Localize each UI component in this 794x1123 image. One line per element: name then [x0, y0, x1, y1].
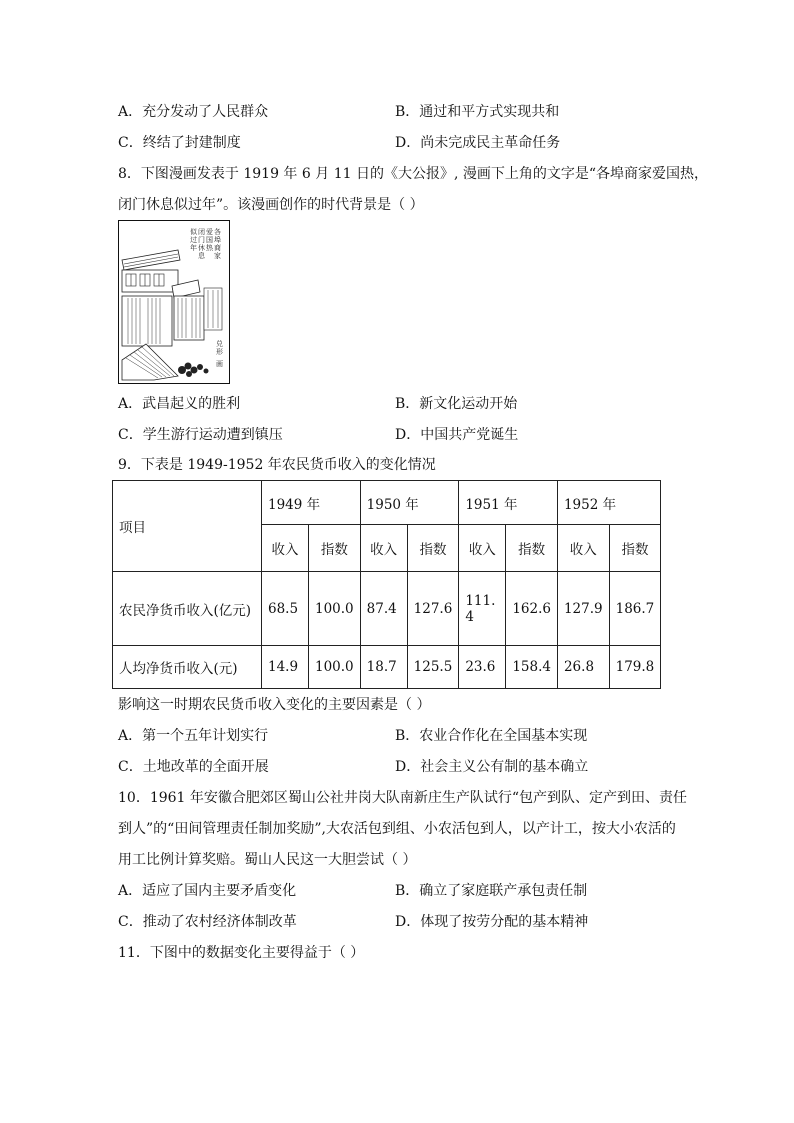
q7-option-d — [395, 133, 560, 153]
table-row — [113, 646, 661, 689]
option-letter: B． — [395, 728, 420, 744]
option-text: 土地改革的全面开展 — [142, 759, 269, 775]
table-cell: 158.4 — [506, 646, 558, 689]
option-text: 社会主义公有制的基本确立 — [420, 759, 589, 775]
svg-text:画: 画 — [216, 360, 223, 368]
q8-stem-line-1: 8．下图漫画发表于 1919 年 6 月 11 日的《大公报》, 漫画下上角的文字是“各埠商家爱国热， — [118, 166, 709, 182]
q9-question: 影响这一时期农民货币收入变化的主要因素是（ ） — [118, 697, 431, 713]
q7-option-b — [395, 102, 559, 122]
option-letter: C． — [118, 135, 143, 151]
option-text: 适应了国内主要矛盾变化 — [142, 883, 297, 899]
option-text: 体现了按劳分配的基本精神 — [420, 914, 589, 930]
political-cartoon-image — [118, 220, 230, 384]
option-text: 充分发动了人民群众 — [142, 104, 269, 120]
option-text: 第一个五年计划实行 — [142, 728, 269, 744]
q8-option-b — [395, 394, 517, 414]
option-text: 推动了农村经济体制改革 — [142, 914, 297, 930]
svg-text:息: 息 — [198, 252, 205, 260]
table-cell: 14.9 — [262, 646, 309, 689]
svg-text:过: 过 — [190, 236, 197, 244]
svg-text:年: 年 — [190, 244, 197, 252]
row-label: 农民净货币收入(亿元) — [113, 572, 262, 646]
svg-text:商: 商 — [214, 244, 221, 252]
svg-text:休: 休 — [198, 244, 205, 252]
sub-header-index: 指数 — [407, 525, 459, 572]
sub-header-income: 收入 — [360, 525, 407, 572]
q7-option-a — [118, 102, 268, 122]
table-header-row — [113, 481, 661, 525]
q9-stem: 9．下表是 1949-1952 年农民货币收入的变化情况 — [118, 457, 436, 473]
svg-text:兑: 兑 — [216, 340, 223, 348]
option-letter: C． — [118, 427, 143, 443]
option-text: 确立了家庭联产承包责任制 — [419, 883, 588, 899]
option-letter: D． — [395, 135, 421, 151]
table-cell: 18.7 — [360, 646, 407, 689]
option-letter: C． — [118, 759, 143, 775]
q10-stem-line-3: 用工比例计算奖赔。蜀山人民这一大胆尝试（ ） — [118, 852, 417, 868]
q10-option-c — [118, 912, 297, 932]
table-cell: 127.6 — [407, 572, 459, 646]
table-cell: 26.8 — [557, 646, 609, 689]
table-cell: 100.0 — [309, 646, 361, 689]
q10-option-a — [118, 881, 296, 901]
option-letter: A． — [118, 104, 143, 120]
svg-text:似: 似 — [190, 228, 197, 236]
table-cell: 111.4 — [459, 572, 506, 646]
table-cell: 179.8 — [609, 646, 661, 689]
option-text: 通过和平方式实现共和 — [419, 104, 560, 120]
table-cell: 127.9 — [557, 572, 609, 646]
sub-header-income: 收入 — [459, 525, 506, 572]
year-header-1951: 1951 年 — [459, 481, 558, 525]
table-cell: 162.6 — [506, 572, 558, 646]
svg-text:国: 国 — [206, 236, 213, 244]
svg-text:埠: 埠 — [214, 236, 221, 244]
q8-option-d — [395, 425, 518, 445]
year-header-1949: 1949 年 — [262, 481, 361, 525]
table-cell: 125.5 — [407, 646, 459, 689]
sub-header-income: 收入 — [262, 525, 309, 572]
q10-option-b — [395, 881, 587, 901]
q7-option-c — [118, 133, 241, 153]
year-header-1950: 1950 年 — [360, 481, 459, 525]
row-label: 人均净货币收入(元) — [113, 646, 262, 689]
q10-stem-line-2: 到人”的“田间管理责任制加奖励”,大农活包到组、小农活包到人，以产计工，按大小农活的 — [118, 821, 676, 837]
sub-header-index: 指数 — [506, 525, 558, 572]
svg-text:各: 各 — [214, 228, 221, 236]
q9-option-d — [395, 757, 588, 777]
table-row — [113, 572, 661, 646]
table-cell: 23.6 — [459, 646, 506, 689]
table-cell: 68.5 — [262, 572, 309, 646]
q10-stem-line-1: 10．1961 年安徽合肥郊区蜀山公社井岗大队南新庄生产队试行“包产到队、定产到田、责任 — [118, 790, 688, 806]
svg-text:形: 形 — [216, 348, 223, 356]
svg-text:闭: 闭 — [198, 228, 205, 236]
q11-stem: 11．下图中的数据变化主要得益于（ ） — [118, 945, 365, 961]
option-letter: B． — [395, 883, 420, 899]
option-letter: D． — [395, 914, 421, 930]
option-text: 中国共产党诞生 — [420, 427, 519, 443]
svg-text:热: 热 — [206, 244, 213, 252]
income-table — [112, 480, 661, 689]
svg-text:爱: 爱 — [206, 228, 213, 236]
q9-option-c — [118, 757, 269, 777]
year-header-1952: 1952 年 — [557, 481, 660, 525]
table-cell: 87.4 — [360, 572, 407, 646]
option-text: 尚未完成民主革命任务 — [420, 135, 561, 151]
option-letter: A． — [118, 728, 143, 744]
option-letter: B． — [395, 396, 420, 412]
option-text: 新文化运动开始 — [419, 396, 518, 412]
option-text: 终结了封建制度 — [142, 135, 241, 151]
option-letter: A． — [118, 883, 143, 899]
option-letter: B． — [395, 104, 420, 120]
sub-header-index: 指数 — [309, 525, 361, 572]
sub-header-index: 指数 — [609, 525, 661, 572]
table-cell: 186.7 — [609, 572, 661, 646]
option-text: 武昌起义的胜利 — [142, 396, 241, 412]
option-text: 农业合作化在全国基本实现 — [419, 728, 588, 744]
option-text: 学生游行运动遭到镇压 — [142, 427, 283, 443]
option-letter: A． — [118, 396, 143, 412]
q9-option-a — [118, 726, 268, 746]
option-letter: C． — [118, 914, 143, 930]
table-cell: 100.0 — [309, 572, 361, 646]
q8-stem-line-2: 闭门休息似过年”。该漫画创作的时代背景是（ ） — [118, 197, 424, 213]
q10-option-d — [395, 912, 588, 932]
sub-header-income: 收入 — [557, 525, 609, 572]
option-letter: D． — [395, 759, 421, 775]
svg-text:家: 家 — [214, 252, 221, 260]
option-letter: D． — [395, 427, 421, 443]
q8-option-c — [118, 425, 283, 445]
item-header-cell: 项目 — [113, 481, 262, 572]
q9-option-b — [395, 726, 587, 746]
svg-text:门: 门 — [198, 236, 205, 244]
q8-option-a — [118, 394, 240, 414]
